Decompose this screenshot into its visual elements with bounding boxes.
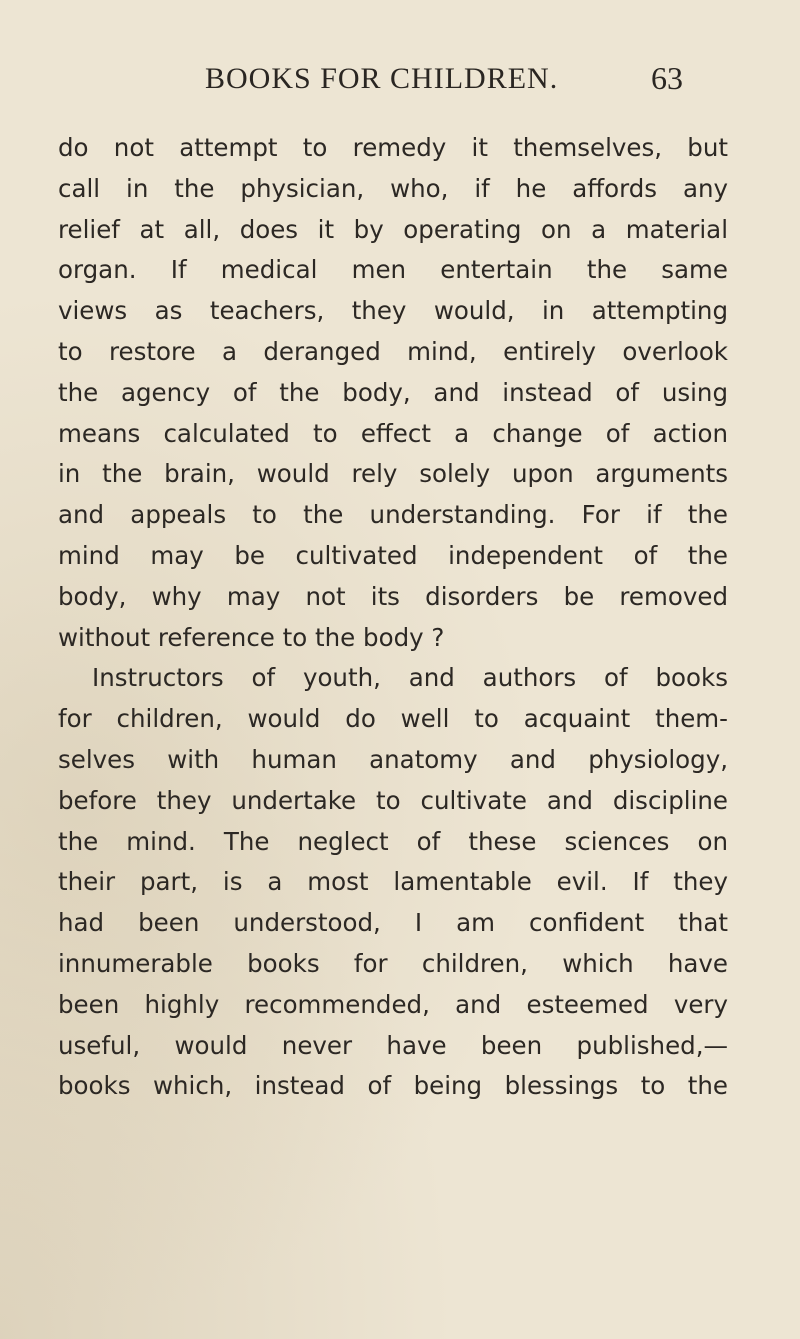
text-line: relief at all, does it by operating on a material (58, 214, 728, 244)
text-line: to restore a deranged mind, entirely overlook (58, 336, 728, 366)
text-line: mind may be cultivated independent of the (58, 540, 728, 570)
text-line: selves with human anatomy and physiology, (58, 744, 728, 774)
text-line: for children, would do well to acquaint them- (58, 704, 728, 734)
text-line: innumerable books for children, which have (58, 948, 728, 978)
text-line: before they undertake to cultivate and discipline (58, 785, 728, 815)
text-line: means calculated to effect a change of action (58, 418, 728, 448)
text-line: been highly recommended, and esteemed very (58, 989, 728, 1019)
text-line: their part, is a most lamentable evil. If they (58, 867, 728, 897)
text-line: views as teachers, they would, in attempting (58, 296, 728, 326)
page-number: 63 (651, 60, 683, 96)
text-line: in the brain, would rely solely upon arguments (58, 459, 728, 489)
text-line: and appeals to the understanding. For if the (58, 500, 728, 530)
text-line: organ. If medical men entertain the same (58, 255, 728, 285)
body-text (58, 128, 728, 1107)
text-line: books which, instead of being blessings to the (58, 1071, 728, 1101)
text-line: useful, would never have been published,— (58, 1030, 728, 1060)
text-line: the agency of the body, and instead of using (58, 377, 728, 407)
text-line: the mind. The neglect of these sciences on (58, 826, 728, 856)
paragraph-start-line: Instructors of youth, and authors of books (92, 663, 728, 693)
text-line: had been understood, I am confident that (58, 908, 728, 938)
text-line: call in the physician, who, if he affords any (58, 173, 728, 203)
page-header (0, 60, 800, 100)
text-line: body, why may not its disorders be removed (58, 581, 728, 611)
running-title: BOOKS FOR CHILDREN. (205, 62, 559, 95)
text-line: do not attempt to remedy it themselves, but (58, 133, 728, 162)
paragraph-end-line: without reference to the body ? (58, 622, 445, 652)
